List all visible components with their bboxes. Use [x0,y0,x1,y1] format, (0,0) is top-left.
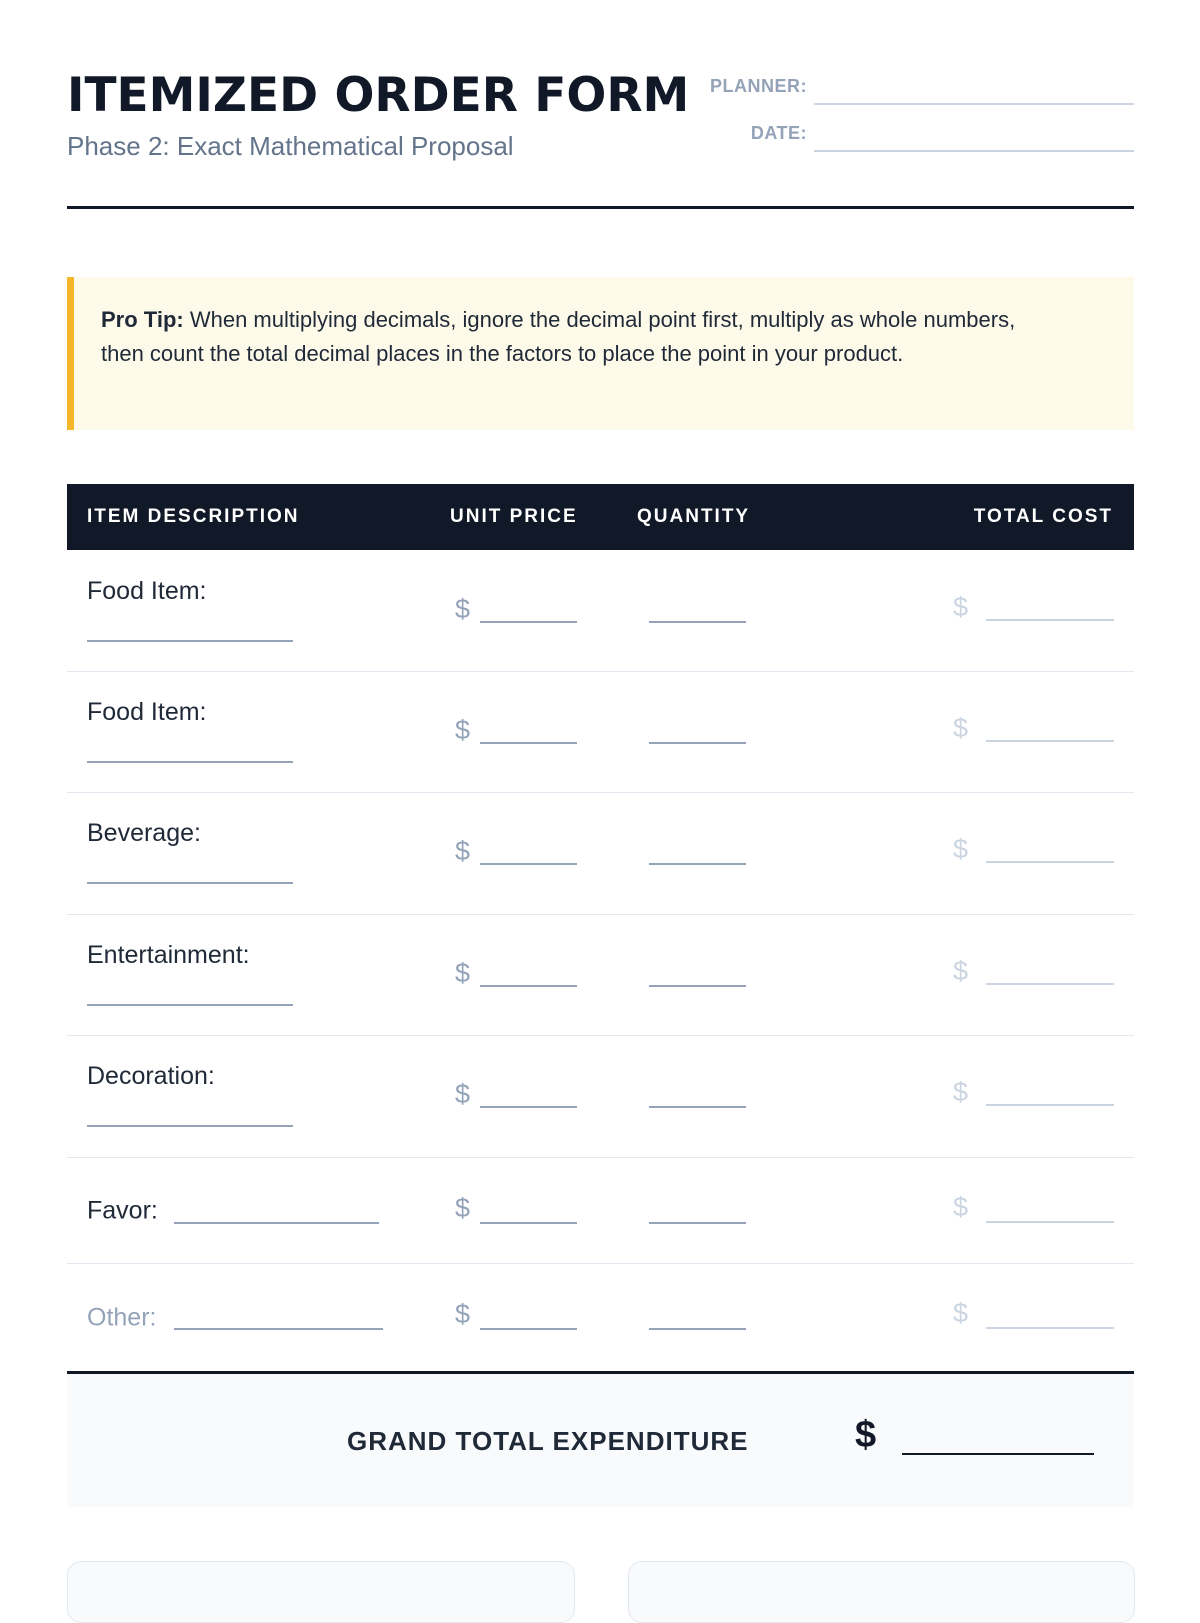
column-header-item-description: ITEM DESCRIPTION [87,506,300,527]
page-title: ITEMIZED ORDER FORM [67,68,690,123]
unit-price-currency: $ [455,715,471,745]
item-description-field[interactable] [87,1004,293,1006]
date-field[interactable] [814,150,1134,152]
row-label: Beverage: [87,819,201,847]
quantity-field[interactable] [649,863,746,865]
grand-total-currency: $ [855,1414,877,1456]
column-header-unit-price: UNIT PRICE [450,506,578,527]
total-cost-field[interactable] [986,619,1114,621]
grand-total-field[interactable] [902,1453,1094,1455]
grand-total-section [67,1371,1134,1507]
table-row [67,1157,1134,1264]
table-row [67,792,1134,915]
total-cost-currency: $ [953,713,969,743]
table-header [67,484,1134,550]
unit-price-currency: $ [455,1193,471,1223]
unit-price-field[interactable] [480,863,577,865]
header-divider [67,206,1134,209]
unit-price-field[interactable] [480,621,577,623]
total-cost-currency: $ [953,1192,969,1222]
item-description-field[interactable] [87,1125,293,1127]
total-cost-field[interactable] [986,740,1114,742]
unit-price-currency: $ [455,594,471,624]
page-subtitle: Phase 2: Exact Mathematical Proposal [67,131,514,161]
row-label: Food Item: [87,698,207,726]
pro-tip-lead: Pro Tip: [101,307,184,332]
table-row [67,1263,1134,1371]
bottom-card-left [67,1561,575,1623]
date-label: DATE: [750,123,807,143]
total-cost-field[interactable] [986,1221,1114,1223]
row-label: Decoration: [87,1062,215,1090]
unit-price-field[interactable] [480,1222,577,1224]
quantity-field[interactable] [649,1328,746,1330]
item-description-field[interactable] [87,640,293,642]
pro-tip-callout [67,277,1134,430]
table-row [67,1035,1134,1158]
pro-tip-text: When multiplying decimals, ignore the decimal point first, multiply as whole numbers, then count the total decimal places in the factors to place the point in your product. [101,307,1016,366]
unit-price-field[interactable] [480,1106,577,1108]
total-cost-field[interactable] [986,1104,1114,1106]
total-cost-currency: $ [953,1298,969,1328]
table-row [67,914,1134,1036]
column-header-quantity: QUANTITY [637,506,751,527]
total-cost-currency: $ [953,834,969,864]
bottom-card-right [628,1561,1135,1623]
item-description-field[interactable] [174,1222,379,1224]
total-cost-field[interactable] [986,983,1114,985]
row-label: Favor: [87,1196,158,1225]
item-description-field[interactable] [87,761,293,763]
total-cost-field[interactable] [986,1327,1114,1329]
quantity-field[interactable] [649,742,746,744]
total-cost-currency: $ [953,1077,969,1107]
quantity-field[interactable] [649,621,746,623]
total-cost-currency: $ [953,956,969,986]
unit-price-currency: $ [455,836,471,866]
row-label: Entertainment: [87,941,250,969]
unit-price-currency: $ [455,1299,471,1329]
unit-price-field[interactable] [480,1328,577,1330]
unit-price-currency: $ [455,1079,471,1109]
row-label: Other: [87,1303,157,1332]
planner-label: PLANNER: [710,76,807,96]
item-description-field[interactable] [174,1328,383,1330]
item-description-field[interactable] [87,882,293,884]
quantity-field[interactable] [649,1222,746,1224]
unit-price-field[interactable] [480,985,577,987]
unit-price-field[interactable] [480,742,577,744]
table-row [67,550,1134,672]
total-cost-field[interactable] [986,861,1114,863]
unit-price-currency: $ [455,958,471,988]
total-cost-currency: $ [953,592,969,622]
quantity-field[interactable] [649,1106,746,1108]
grand-total-label: GRAND TOTAL EXPENDITURE [347,1426,749,1456]
table-row [67,671,1134,793]
column-header-total-cost: TOTAL COST [973,506,1113,527]
quantity-field[interactable] [649,985,746,987]
row-label: Food Item: [87,577,207,605]
planner-field[interactable] [814,103,1134,105]
